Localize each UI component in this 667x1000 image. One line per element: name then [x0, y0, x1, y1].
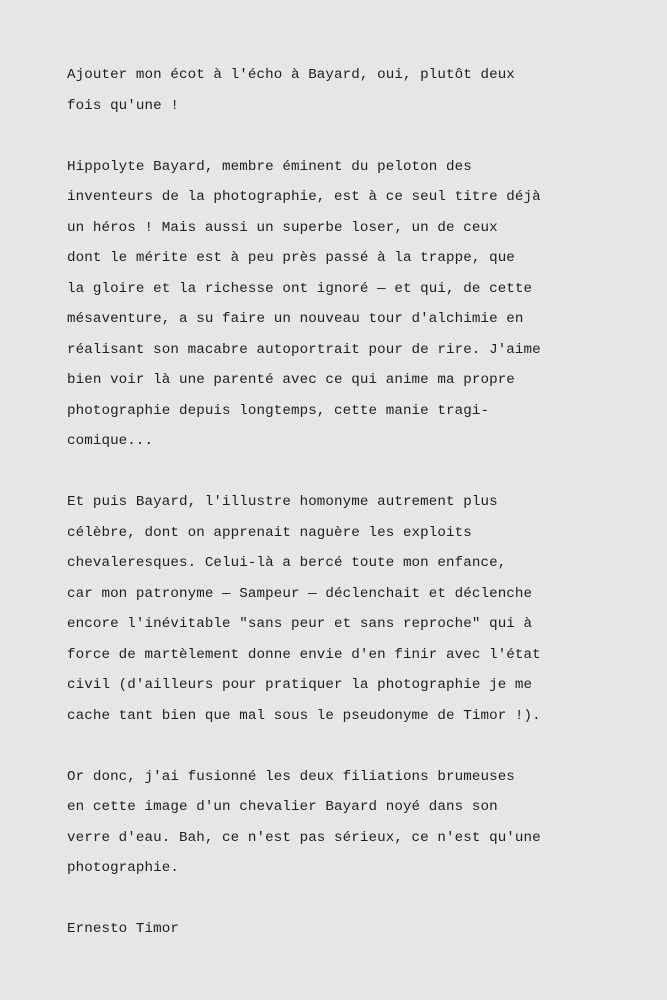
text-line: célèbre, dont on apprenait naguère les exploits — [67, 524, 472, 541]
paragraph-intro — [67, 60, 647, 121]
text-line: verre d'eau. Bah, ce n'est pas sérieux, ce n'est qu'une — [67, 829, 541, 846]
text-line: chevaleresques. Celui-là a bercé toute mon enfance, — [67, 555, 507, 571]
text-line: cache tant bien que mal sous le pseudonyme de Timor !). — [67, 707, 541, 724]
text-line: civil (d'ailleurs pour pratiquer la photographie je me — [67, 677, 533, 693]
text-line: Or donc, j'ai fusionné les deux filiations brumeuses — [67, 768, 515, 785]
author-signature: Ernesto Timor — [67, 921, 179, 937]
text-line: un héros ! Mais aussi un superbe loser, un de ceux — [67, 219, 498, 236]
text-line: photographie depuis longtemps, cette manie tragi- — [67, 402, 490, 419]
text-line: Ajouter mon écot à l'écho à Bayard, oui, plutôt deux — [67, 67, 515, 83]
document-page — [67, 60, 647, 945]
paragraph-hippolyte — [67, 152, 647, 457]
text-line: bien voir là une parenté avec ce qui anime ma propre — [67, 372, 515, 388]
text-line: force de martèlement donne envie d'en finir avec l'état — [67, 646, 541, 663]
text-line: inventeurs de la photographie, est à ce seul titre déjà — [67, 189, 541, 205]
text-line: réalisant son macabre autoportrait pour de rire. J'aime — [67, 341, 541, 358]
text-line: la gloire et la richesse ont ignoré — et qui, de cette — [67, 280, 533, 297]
text-line: fois qu'une ! — [67, 97, 179, 114]
text-line: comique... — [67, 433, 154, 449]
text-line: car mon patronyme — Sampeur — déclenchait et déclenche — [67, 585, 533, 602]
text-line: dont le mérite est à peu près passé à la trappe, que — [67, 250, 515, 266]
text-line: mésaventure, a su faire un nouveau tour d'alchimie en — [67, 311, 524, 327]
text-line: en cette image d'un chevalier Bayard noyé dans son — [67, 799, 498, 815]
text-line: photographie. — [67, 860, 179, 876]
text-line: Et puis Bayard, l'illustre homonyme autrement plus — [67, 494, 498, 510]
paragraph-chevalier — [67, 487, 647, 731]
text-line: encore l'inévitable "sans peur et sans reproche" qui à — [67, 616, 533, 632]
text-line: Hippolyte Bayard, membre éminent du peloton des — [67, 158, 472, 175]
paragraph-conclusion — [67, 762, 647, 884]
